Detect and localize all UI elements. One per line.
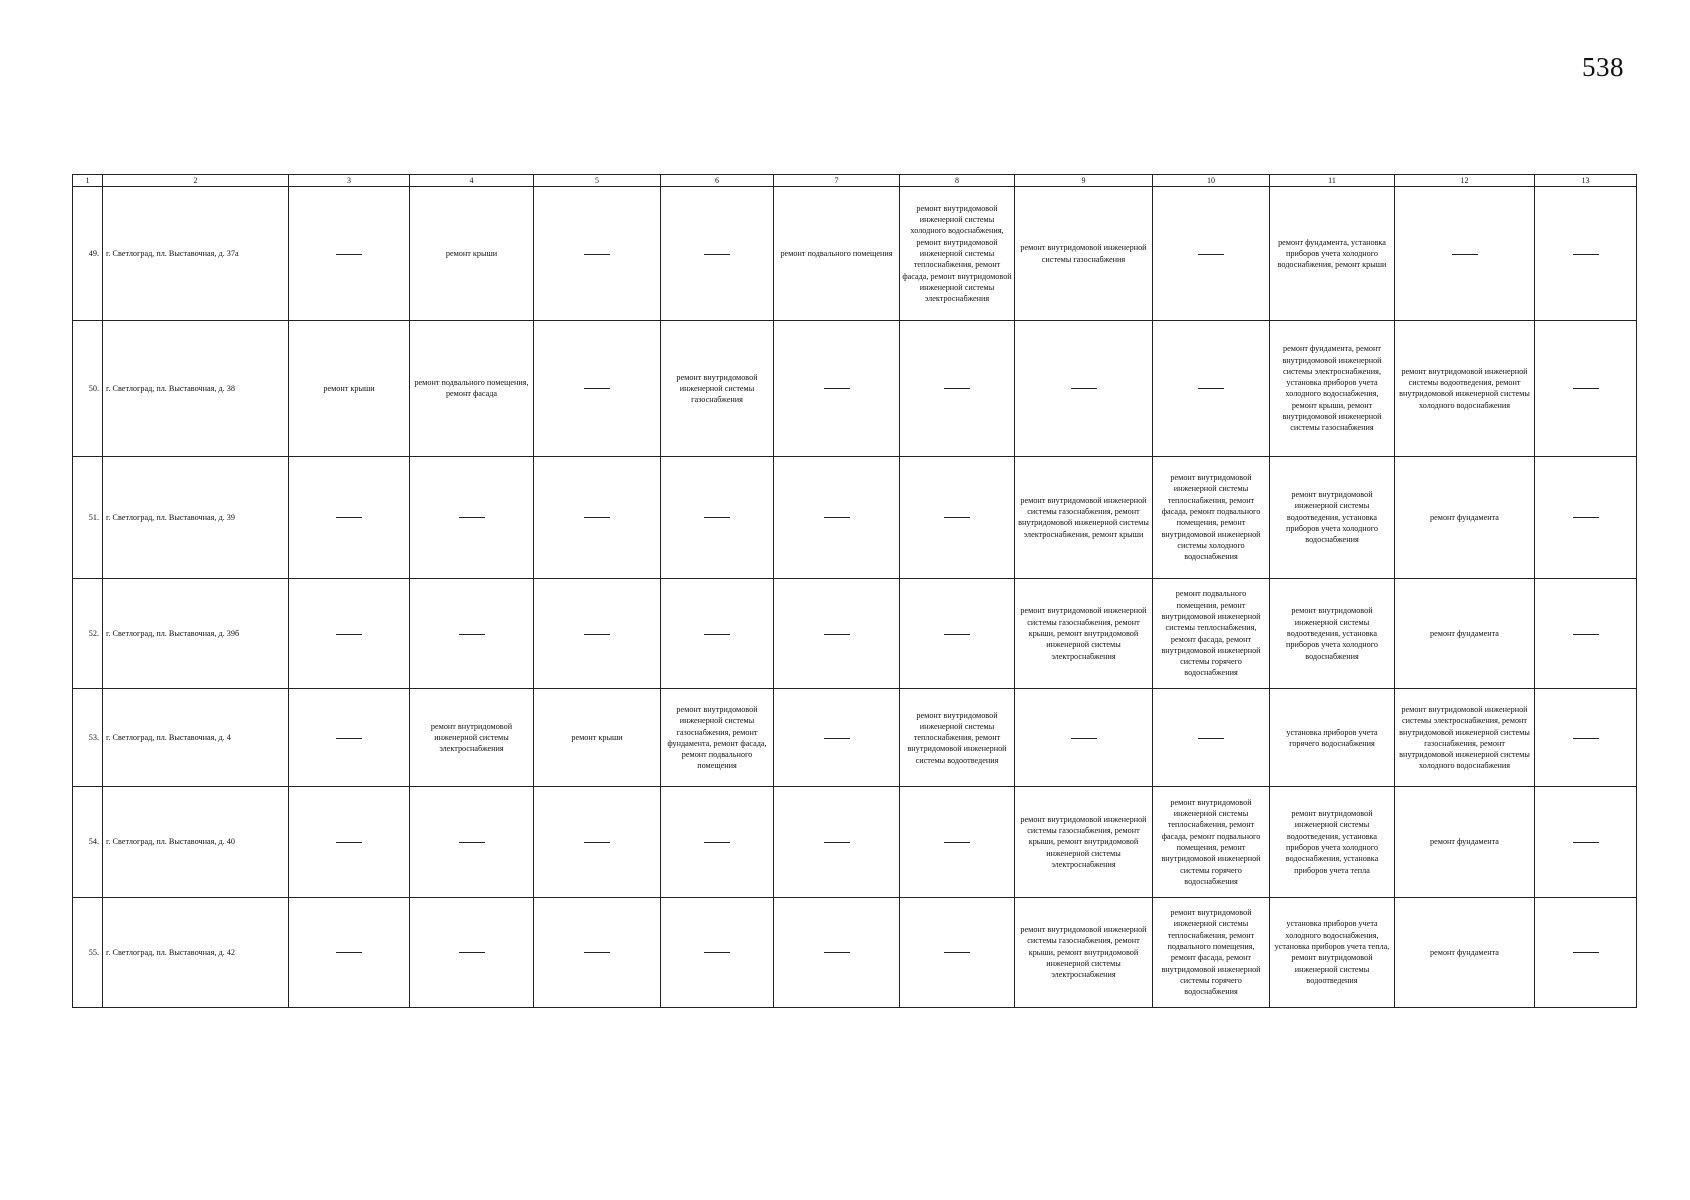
empty-cell <box>410 897 534 1007</box>
dash-mark <box>1071 738 1097 739</box>
empty-cell <box>774 689 900 787</box>
column-number-2: 2 <box>103 175 289 187</box>
dash-mark <box>1573 254 1599 255</box>
work-cell: ремонт фундамента, ремонт внутридомовой инженерной системы электроснабжения, установка приборов учета холодного водоснабжения, ремонт крыши, ремонт внутридомовой инженерной системы газоснабжения <box>1270 321 1395 456</box>
row-number: 51. <box>73 456 103 578</box>
address-cell: г. Светлоград, пл. Выставочная, д. 38 <box>103 321 289 456</box>
dash-mark <box>1573 388 1599 389</box>
address-cell: г. Светлоград, пл. Выставочная, д. 37а <box>103 187 289 321</box>
column-number-12: 12 <box>1395 175 1535 187</box>
table-row <box>73 321 1637 456</box>
work-cell: ремонт фундамента <box>1395 897 1535 1007</box>
work-cell: установка приборов учета горячего водоснабжения <box>1270 689 1395 787</box>
column-number-8: 8 <box>900 175 1015 187</box>
column-number-5: 5 <box>534 175 661 187</box>
dash-mark <box>824 517 850 518</box>
table-row <box>73 578 1637 688</box>
work-cell: установка приборов учета холодного водоснабжения, установка приборов учета тепла, ремонт внутридомовой инженерной системы водоотведения <box>1270 897 1395 1007</box>
empty-cell <box>1535 187 1637 321</box>
empty-cell <box>289 578 410 688</box>
address-cell: г. Светлоград, пл. Выставочная, д. 4 <box>103 689 289 787</box>
dash-mark <box>584 842 610 843</box>
work-cell: ремонт внутридомовой инженерной системы теплоснабжения, ремонт фасада, ремонт подвального помещения, ремонт внутридомовой инженерной системы горячего водоснабжения <box>1153 787 1270 897</box>
work-cell: ремонт фундамента <box>1395 456 1535 578</box>
empty-cell <box>1153 689 1270 787</box>
column-number-row <box>73 175 1637 187</box>
empty-cell <box>289 689 410 787</box>
empty-cell <box>661 897 774 1007</box>
dash-mark <box>1198 254 1224 255</box>
empty-cell <box>661 456 774 578</box>
work-cell: ремонт фундамента <box>1395 578 1535 688</box>
dash-mark <box>1071 388 1097 389</box>
address-cell: г. Светлоград, пл. Выставочная, д. 39б <box>103 578 289 688</box>
empty-cell <box>534 578 661 688</box>
empty-cell <box>410 578 534 688</box>
address-cell: г. Светлоград, пл. Выставочная, д. 39 <box>103 456 289 578</box>
table-row <box>73 897 1637 1007</box>
dash-mark <box>459 842 485 843</box>
column-number-10: 10 <box>1153 175 1270 187</box>
empty-cell <box>1153 187 1270 321</box>
address-cell: г. Светлоград, пл. Выставочная, д. 42 <box>103 897 289 1007</box>
empty-cell <box>1535 689 1637 787</box>
repair-schedule-table <box>72 174 1637 1008</box>
dash-mark <box>459 634 485 635</box>
row-number: 49. <box>73 187 103 321</box>
dash-mark <box>459 952 485 953</box>
column-number-13: 13 <box>1535 175 1637 187</box>
empty-cell <box>289 787 410 897</box>
dash-mark <box>824 738 850 739</box>
empty-cell <box>410 456 534 578</box>
dash-mark <box>824 842 850 843</box>
work-cell: ремонт внутридомовой инженерной системы теплоснабжения, ремонт фасада, ремонт подвального помещения, ремонт внутридомовой инженерной системы холодного водоснабжения <box>1153 456 1270 578</box>
page-number: 538 <box>1582 52 1624 82</box>
work-cell: ремонт подвального помещения, ремонт внутридомовой инженерной системы теплоснабжения, ремонт фасада, ремонт внутридомовой инженерной системы горячего водоснабжения <box>1153 578 1270 688</box>
address-cell: г. Светлоград, пл. Выставочная, д. 40 <box>103 787 289 897</box>
column-number-3: 3 <box>289 175 410 187</box>
column-number-4: 4 <box>410 175 534 187</box>
dash-mark <box>704 842 730 843</box>
empty-cell <box>774 578 900 688</box>
work-cell: ремонт внутридомовой инженерной системы газоснабжения, ремонт крыши, ремонт внутридомовой инженерной системы электроснабжения <box>1015 897 1153 1007</box>
dash-mark <box>704 254 730 255</box>
table-body <box>73 187 1637 1008</box>
work-cell: ремонт внутридомовой инженерной системы газоснабжения <box>661 321 774 456</box>
row-number: 54. <box>73 787 103 897</box>
empty-cell <box>1535 897 1637 1007</box>
dash-mark <box>944 952 970 953</box>
row-number: 50. <box>73 321 103 456</box>
work-cell: ремонт внутридомовой инженерной системы электроснабжения <box>410 689 534 787</box>
work-cell: ремонт внутридомовой инженерной системы газоснабжения, ремонт крыши, ремонт внутридомовой инженерной системы электроснабжения <box>1015 578 1153 688</box>
empty-cell <box>534 787 661 897</box>
column-number-1: 1 <box>73 175 103 187</box>
dash-mark <box>1573 738 1599 739</box>
dash-mark <box>584 634 610 635</box>
work-cell: ремонт подвального помещения <box>774 187 900 321</box>
empty-cell <box>1535 456 1637 578</box>
dash-mark <box>336 254 362 255</box>
dash-mark <box>704 634 730 635</box>
empty-cell <box>1015 321 1153 456</box>
table-row <box>73 689 1637 787</box>
row-number: 55. <box>73 897 103 1007</box>
dash-mark <box>336 738 362 739</box>
column-number-6: 6 <box>661 175 774 187</box>
dash-mark <box>1452 254 1478 255</box>
empty-cell <box>1153 321 1270 456</box>
column-number-7: 7 <box>774 175 900 187</box>
work-cell: ремонт внутридомовой инженерной системы теплоснабжения, ремонт подвального помещения, ремонт фасада, ремонт внутридомовой инженерной системы горячего водоснабжения <box>1153 897 1270 1007</box>
dash-mark <box>584 952 610 953</box>
empty-cell <box>1395 187 1535 321</box>
empty-cell <box>661 787 774 897</box>
column-number-11: 11 <box>1270 175 1395 187</box>
empty-cell <box>774 321 900 456</box>
empty-cell <box>774 456 900 578</box>
empty-cell <box>289 456 410 578</box>
work-cell: ремонт внутридомовой инженерной системы электроснабжения, ремонт внутридомовой инженерной системы газоснабжения, ремонт внутридомовой инженерной системы холодного водоснабжения <box>1395 689 1535 787</box>
dash-mark <box>704 517 730 518</box>
work-cell: ремонт крыши <box>534 689 661 787</box>
dash-mark <box>459 517 485 518</box>
empty-cell <box>534 456 661 578</box>
dash-mark <box>584 254 610 255</box>
dash-mark <box>944 517 970 518</box>
dash-mark <box>1573 842 1599 843</box>
dash-mark <box>1573 634 1599 635</box>
empty-cell <box>1535 578 1637 688</box>
dash-mark <box>336 517 362 518</box>
column-number-9: 9 <box>1015 175 1153 187</box>
work-cell: ремонт фундамента <box>1395 787 1535 897</box>
dash-mark <box>944 388 970 389</box>
dash-mark <box>824 634 850 635</box>
empty-cell <box>900 897 1015 1007</box>
dash-mark <box>336 634 362 635</box>
dash-mark <box>1573 952 1599 953</box>
empty-cell <box>900 578 1015 688</box>
work-cell: ремонт внутридомовой инженерной системы газоснабжения, ремонт внутридомовой инженерной системы электроснабжения, ремонт крыши <box>1015 456 1153 578</box>
work-cell: ремонт крыши <box>289 321 410 456</box>
work-cell: ремонт подвального помещения, ремонт фасада <box>410 321 534 456</box>
empty-cell <box>534 187 661 321</box>
dash-mark <box>584 388 610 389</box>
work-cell: ремонт внутридомовой инженерной системы газоснабжения <box>1015 187 1153 321</box>
work-cell: ремонт внутридомовой инженерной системы холодного водоснабжения, ремонт внутридомовой инженерной системы теплоснабжения, ремонт фасада, ремонт внутридомовой инженерной системы электроснабжения <box>900 187 1015 321</box>
work-cell: ремонт внутридомовой инженерной системы газоснабжения, ремонт крыши, ремонт внутридомовой инженерной системы электроснабжения <box>1015 787 1153 897</box>
dash-mark <box>336 952 362 953</box>
dash-mark <box>584 517 610 518</box>
empty-cell <box>1015 689 1153 787</box>
empty-cell <box>661 578 774 688</box>
empty-cell <box>774 897 900 1007</box>
empty-cell <box>661 187 774 321</box>
work-cell: ремонт внутридомовой инженерной системы теплоснабжения, ремонт внутридомовой инженерной системы водоотведения <box>900 689 1015 787</box>
empty-cell <box>900 787 1015 897</box>
empty-cell <box>410 787 534 897</box>
dash-mark <box>1198 388 1224 389</box>
empty-cell <box>900 456 1015 578</box>
empty-cell <box>1535 787 1637 897</box>
empty-cell <box>534 897 661 1007</box>
row-number: 52. <box>73 578 103 688</box>
empty-cell <box>289 187 410 321</box>
dash-mark <box>944 634 970 635</box>
work-cell: ремонт внутридомовой инженерной системы водоотведения, ремонт внутридомовой инженерной системы холодного водоснабжения <box>1395 321 1535 456</box>
empty-cell <box>289 897 410 1007</box>
table-row <box>73 187 1637 321</box>
dash-mark <box>704 952 730 953</box>
dash-mark <box>824 388 850 389</box>
dash-mark <box>336 842 362 843</box>
empty-cell <box>774 787 900 897</box>
work-cell: ремонт внутридомовой инженерной системы водоотведения, установка приборов учета холодного водоснабжения, установка приборов учета тепла <box>1270 787 1395 897</box>
empty-cell <box>534 321 661 456</box>
empty-cell <box>1535 321 1637 456</box>
dash-mark <box>1573 517 1599 518</box>
dash-mark <box>824 952 850 953</box>
empty-cell <box>900 321 1015 456</box>
work-cell: ремонт внутридомовой инженерной системы газоснабжения, ремонт фундамента, ремонт фасада, ремонт подвального помещения <box>661 689 774 787</box>
dash-mark <box>1198 738 1224 739</box>
work-cell: ремонт внутридомовой инженерной системы водоотведения, установка приборов учета холодного водоснабжения <box>1270 578 1395 688</box>
work-cell: ремонт крыши <box>410 187 534 321</box>
work-cell: ремонт фундамента, установка приборов учета холодного водоснабжения, ремонт крыши <box>1270 187 1395 321</box>
table-row <box>73 456 1637 578</box>
dash-mark <box>944 842 970 843</box>
table-row <box>73 787 1637 897</box>
work-cell: ремонт внутридомовой инженерной системы водоотведения, установка приборов учета холодного водоснабжения <box>1270 456 1395 578</box>
row-number: 53. <box>73 689 103 787</box>
